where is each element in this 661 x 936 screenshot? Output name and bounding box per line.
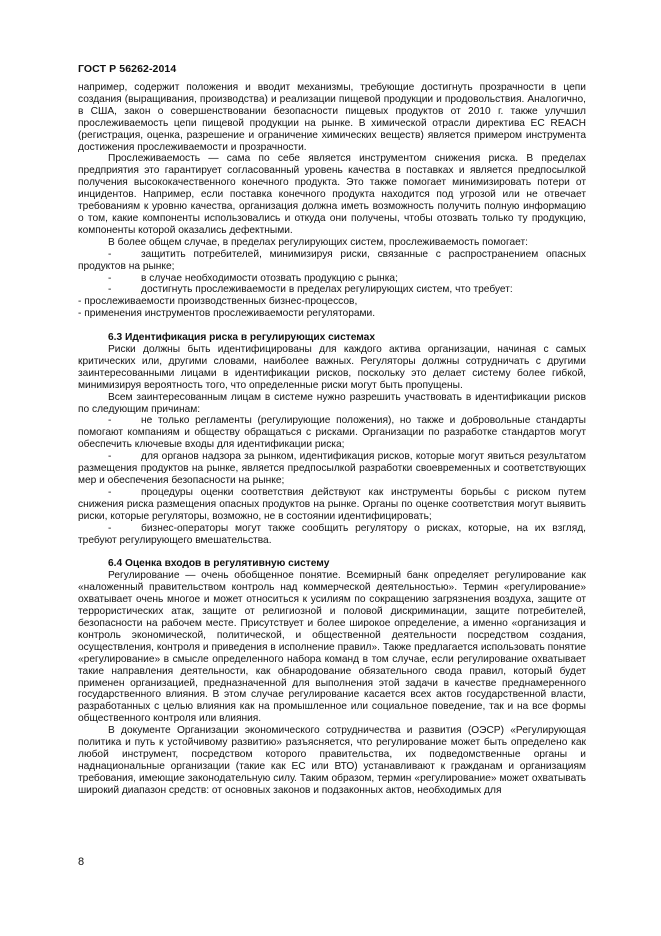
bullet-dash: - — [108, 486, 112, 498]
list-item-text: процедуры оценки соответствия действуют как инструменты борьбы с риском путем снижения риска размещения опасных продуктов на рынке. Органы по оценке соответствия могут выявить риски, которые регуляторы, возможно, не в состоянии идентифицировать; — [78, 486, 586, 522]
intro-paragraph-1: например, содержит положения и вводит механизмы, требующие достигнуть прозрачности в цепи создания (выращивания, производства) и реализации пищевой продукции и продовольствия. Аналогично, в США, закон о совершенствовании безопасности пищевых продуктов от 2010 г. также улучшил прослеживаемость цепи пищевой продукции на рынке. В химической отрасли директива ЕС REACH (регистрация, оценка, разрешение и ограничение химических веществ) является примером инструмента достижения прослеживаемости и прозрачности. — [78, 82, 586, 153]
section-6-3-paragraph-2: Всем заинтересованным лицам в системе нужно разрешить участвовать в идентификации рисков по следующим причинам: — [78, 391, 586, 415]
page-number: 8 — [78, 856, 85, 868]
list-item-text: бизнес-операторы могут также сообщить регулятору о рисках, которые, на их взгляд, требуют регулирующего вмешательства. — [78, 522, 586, 546]
section-6-4-paragraph-1: Регулирование — очень обобщенное понятие. Всемирный банк определяет регулирование как «наложенный правительством контроль над коммерческой деятельностью». Термин «регулирование» охватывает очень многое и может относиться к усилиям по сокращению загрязнения воздуха, защите от террористических атак, защите от религиозной и половой дискриминации, защите потребителей, безопасности на рабочем месте. Присутствует и более широкое определение, а именно «организация и контроль экономической, политической, и общественной деятельности посредством создания, осуществления, контроля и приведения в исполнение правил». Также предлагается использовать понятие «регулирование» в смысле определенного набора команд в том случае, если регулирование охватывает такие направления деятельности, как обнародование обязательного свода правил, который будет применен организацией, предназначенной для выполнения этой задачи в качестве преднамеренного государственного влияния. В этом случае регулирование касается всех актов государственной власти, разработанных с целью влияния как на промышленное или социальное поведение, так и на все формы общественного контроля или влияния. — [78, 570, 586, 725]
section-6-4-paragraph-2: В документе Организации экономического сотрудничества и развития (ОЭСР) «Регулирующая политика и путь к устойчивому развитию» разъясняется, что регулирование может быть определено как любой инструмент, посредством которого правительства, их подведомственные органы и наднациональные организации (такие как ЕС или ВТО) устанавливают к гражданам и организациям требования, имеющие законодательную силу. Таким образом, термин «регулирование» может охватывать широкий диапазон средств: от основных законов и подзаконных актов, необходимых для — [78, 725, 586, 796]
list-item — [78, 451, 586, 487]
section-6-3-paragraph-1: Риски должны быть идентифицированы для каждого актива организации, начиная с самых критических или, другими словами, наиболее важных. Регуляторы должны сотрудничать с другими заинтересованными лицами в идентификации рисков, поскольку это делает систему более гибкой, минимизируя вероятность того, что определенные риски могут быть пропущены. — [78, 344, 586, 391]
bullet-dash: - — [108, 451, 112, 463]
sub-list-item: - применения инструментов прослеживаемости регуляторами. — [78, 308, 376, 320]
bullet-dash: - — [108, 248, 112, 260]
bullet-dash: - — [108, 272, 112, 284]
intro-paragraph-3: В более общем случае, в пределах регулирующих систем, прослеживаемость помогает: — [108, 236, 528, 248]
section-title-6-4: 6.4 Оценка входов в регулятивную систему — [108, 558, 330, 570]
list-item — [78, 415, 586, 451]
list-item-text: в случае необходимости отозвать продукцию с рынка; — [141, 272, 398, 284]
list-item-text: достигнуть прослеживаемости в пределах регулирующих систем, что требует: — [141, 284, 513, 296]
bullet-dash: - — [108, 284, 112, 296]
document-code: ГОСТ Р 56262-2014 — [78, 63, 177, 75]
intro-paragraph-2: Прослеживаемость — сама по себе является инструментом снижения риска. В пределах предприятия это гарантирует согласованный уровень качества в поставках и является предпосылкой получения высококачественного конечного продукта. Это также помогает минимизировать потери от инцидентов. Например, если поставка конечного продукта находится под угрозой или не отвечает требованиям к уровню качества, организация должна иметь возможность получить полную информацию о том, какие компоненты использовались и откуда они получены, чтобы отозвать только ту продукцию, компоненты которой оказались дефектными. — [78, 153, 586, 236]
list-item-text: защитить потребителей, минимизируя риски, связанные с распространением опасных продуктов на рынке; — [78, 248, 586, 272]
list-item — [78, 284, 586, 296]
bullet-dash: - — [108, 522, 112, 534]
list-item — [78, 487, 586, 523]
section-title-6-3: 6.3 Идентификация риска в регулирующих системах — [108, 332, 375, 344]
bullet-dash: - — [108, 415, 112, 427]
list-item — [78, 523, 586, 547]
list-item-text: не только регламенты (регулирующие положения), но также и добровольные стандарты помогают компаниям и обществу обращаться с рисками. Организации по разработке стандартов могут обеспечить ключевые входы для идентификации риска; — [78, 415, 586, 451]
sub-list-item: - прослеживаемости производственных бизнес-процессов, — [78, 296, 358, 308]
page-body — [78, 82, 586, 797]
list-item — [78, 273, 586, 285]
list-item-text: для органов надзора за рынком, идентификация рисков, которые могут явиться результатом размещения продуктов на рынке, является предпосылкой разработки своевременных и соответствующих мер и обеспечения безопасности на рынке; — [78, 451, 586, 486]
list-item — [78, 249, 586, 273]
